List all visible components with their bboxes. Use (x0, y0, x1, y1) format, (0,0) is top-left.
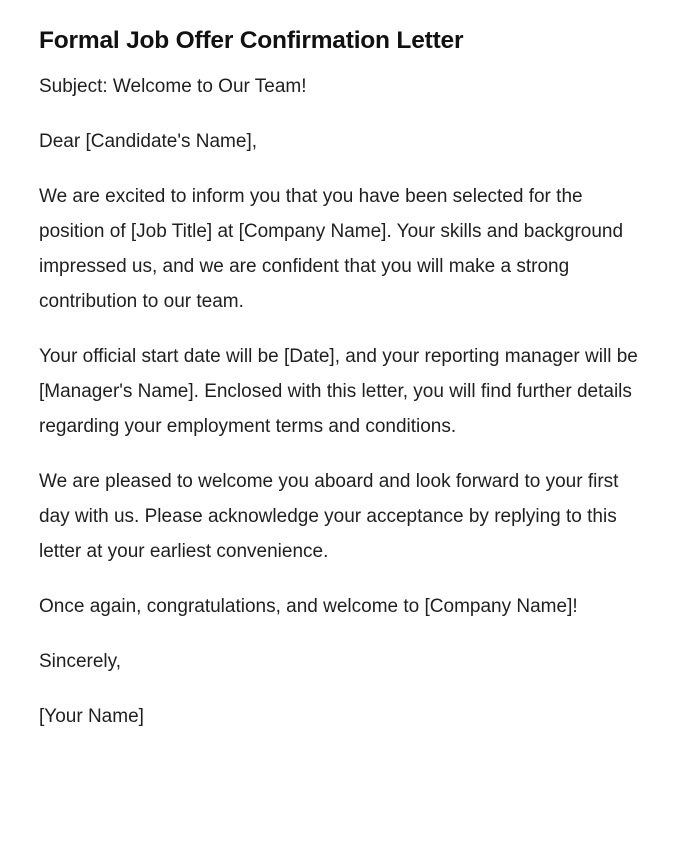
salutation: Dear [Candidate's Name], (39, 131, 258, 152)
page-title: Formal Job Offer Confirmation Letter (39, 27, 464, 54)
body-paragraph-selection: We are excited to inform you that you have been selected for the position of [Job Title] at [Company Name]. Your skills and background impressed us, and we are confident that you will make a strong contribution to our team. (39, 186, 624, 312)
body-paragraph-welcome: We are pleased to welcome you aboard and look forward to your first day with us. Please acknowledge your acceptance by replying to this letter at your earliest convenience. (39, 471, 619, 562)
body-paragraph-start-date: Your official start date will be [Date], and your reporting manager will be [Manager's Name]. Enclosed with this letter, you will find further details regarding your employment terms and conditions. (39, 346, 638, 437)
closing: Sincerely, (39, 651, 122, 672)
subject-line: Subject: Welcome to Our Team! (39, 76, 307, 97)
signature-placeholder: [Your Name] (39, 706, 144, 727)
body-paragraph-congratulations: Once again, congratulations, and welcome to [Company Name]! (39, 596, 578, 617)
